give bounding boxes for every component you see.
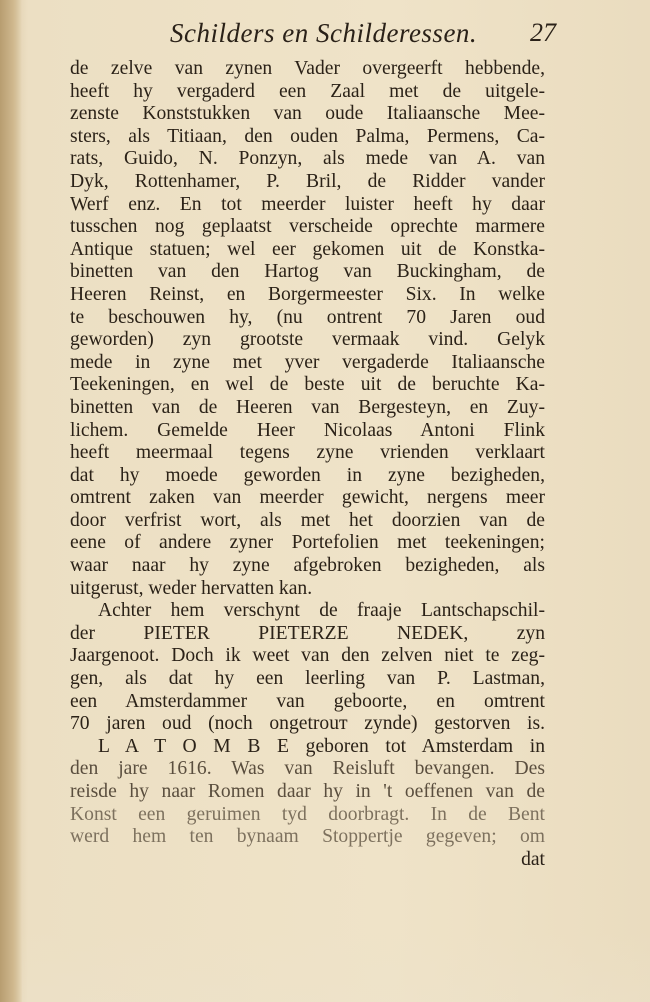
text-line: Antique statuen; wel eer gekomen uit de Konstka- [70, 238, 545, 260]
text-line: waar naar hy zyne afgebroken bezigheden, als [70, 555, 545, 577]
text-line: gen, als dat hy een leerling van P. Lastman, [70, 668, 545, 690]
text-line: Achter hem verschynt de fraaje Lantschapschil- [98, 600, 545, 622]
text-line: der PIETER PIETERZE NEDEK, zyn [70, 622, 545, 644]
text-line: heeft hy vergaderd een Zaal met de uitgele- [70, 80, 545, 102]
text-line: reisde hy naar Romen daar hy in 't oeffenen van de [70, 781, 545, 802]
text-line: werd hem ten bynaam Stoppertje gegeven; om [70, 826, 545, 848]
text-line: rats, Guido, N. Ponzyn, als mede van A. van [70, 148, 545, 170]
text-line: Werf enz. En tot meerder luister heeft hy daar [70, 193, 545, 215]
page-number: 27 [530, 18, 556, 47]
text-line: door verfrist wort, als met het doorzien van de [70, 509, 545, 531]
text-line: binetten van den Hartog van Buckingham, de [70, 261, 545, 283]
running-head: Schilders en Schilderessen. [170, 18, 478, 48]
text-line: den jare 1616. Was van Reisluft bevangen. Des [70, 758, 545, 780]
text-line: binetten van de Heeren van Bergesteyn, en Zuy- [70, 396, 545, 418]
text-line: 70 jaren oud (noch ongetrouт zynde) gestorven is. [70, 713, 545, 735]
text-line: Jaargenoot. Doch ik weet van den zelven niet te zeg- [70, 645, 545, 667]
text-line: te beschouwen hy, (nu ontrent 70 Jaren oud [70, 306, 545, 328]
text-line: L A T O M B E geboren tot Amsterdam in [98, 735, 545, 757]
text-line: Heeren Reinst, en Borgermeester Six. In welke [70, 283, 545, 305]
text-line: Teekeningen, en wel de beste uit de beruchte Ka- [70, 374, 545, 396]
text-line: omtrent zaken van meerder gewicht, nergens meer [70, 487, 545, 509]
text-line: Konst een geruimen tyd doorbragt. In de Bent [70, 803, 545, 825]
text-line: mede in zyne met yver vergaderde Italiaansche [70, 351, 545, 373]
text-line: tusschen nog geplaatst verscheide oprechte marmere [70, 216, 545, 238]
text-line: heeft meermaal tegens zyne vrienden verklaart [70, 442, 545, 464]
text-line: sters, als Titiaan, den ouden Palma, Permens, Ca- [70, 125, 545, 147]
text-line: geworden) zyn grootste vermaak vind. Gelyk [70, 329, 545, 351]
text-line: lichem. Gemelde Heer Nicolaas Antoni Flink [70, 419, 545, 441]
text-line: dat hy moede geworden in zyne bezigheden, [70, 464, 545, 486]
body-text [70, 58, 545, 871]
text-line: uitgerust, weder hervatten kan. [70, 577, 313, 599]
text-line: zenste Konststukken van oude Italiaansche Mee- [70, 103, 545, 125]
text-line: een Amsterdammer van geboorte, en omtrent [70, 690, 545, 712]
page-header [70, 14, 556, 50]
catchword: dat [521, 848, 545, 870]
page-bottom-tint [22, 932, 650, 1002]
text-line: eene of andere zyner Portefolien met teekeningen; [70, 532, 545, 554]
text-line: Dyk, Rottenhamer, P. Bril, de Ridder vander [70, 170, 545, 192]
page-binding-shadow [0, 0, 22, 1002]
text-line: de zelve van zynen Vader overgeerft hebbende, [70, 58, 545, 79]
